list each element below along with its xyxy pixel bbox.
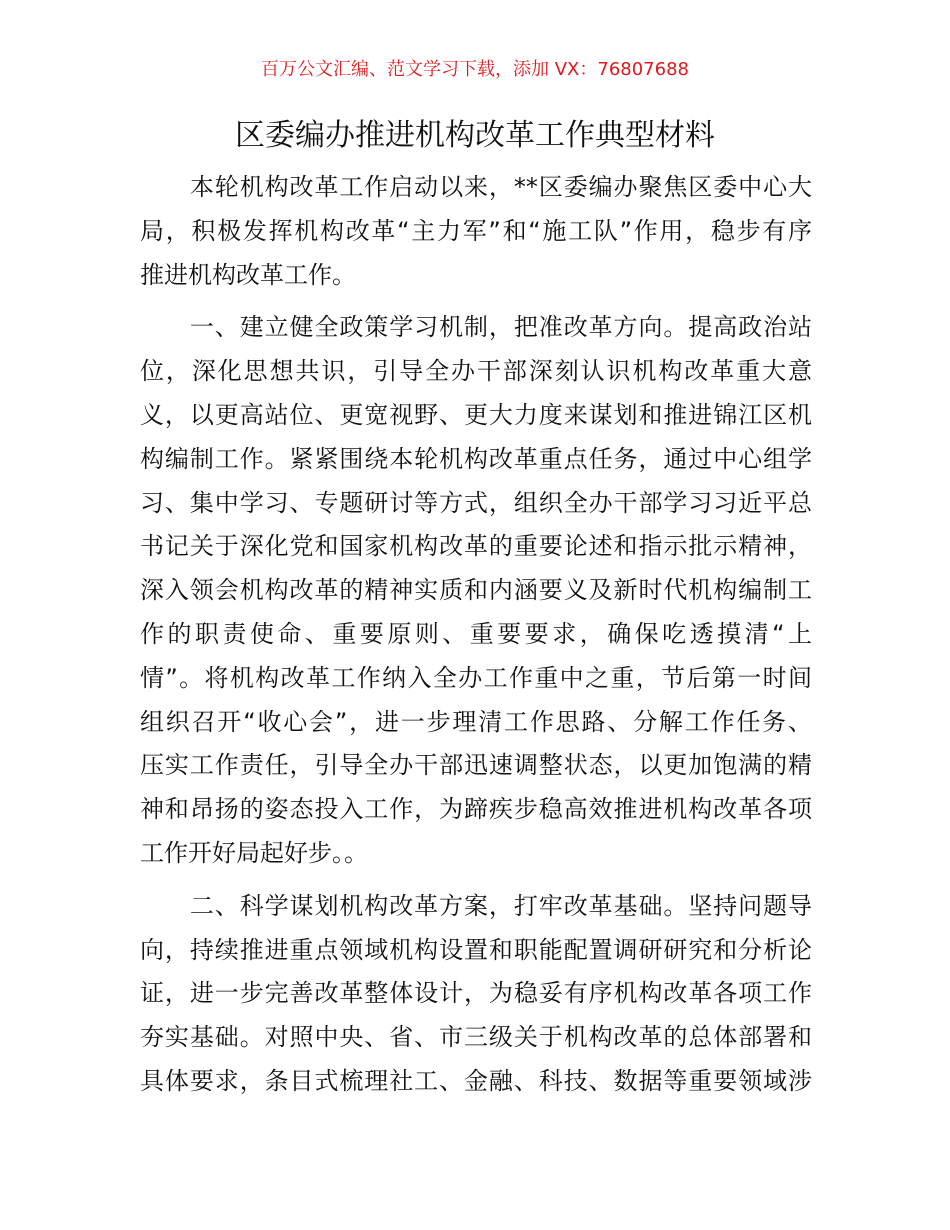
text-line: 局，积极发挥机构改革“主力军”和“施工队”作用，稳步有序 bbox=[140, 216, 812, 245]
text-line: 书记关于深化党和国家机构改革的重要论述和指示批示精神， bbox=[140, 532, 812, 561]
text-line: 具体要求，条目式梳理社工、金融、科技、数据等重要领域涉 bbox=[140, 1066, 812, 1095]
text-line: 一、建立健全政策学习机制，把准改革方向。提高政治站 bbox=[140, 313, 812, 342]
document-title: 区委编办推进机构改革工作典型材料 bbox=[235, 118, 715, 153]
text-line: 构编制工作。紧紧围绕本轮机构改革重点任务，通过中心组学 bbox=[140, 444, 812, 473]
text-line: 夯实基础。对照中央、省、市三级关于机构改革的总体部署和 bbox=[140, 1023, 812, 1052]
text-line: 习、集中学习、专题研讨等方式，组织全办干部学习习近平总 bbox=[140, 488, 812, 517]
paragraph bbox=[140, 166, 812, 297]
text-line: 向，持续推进重点领域机构设置和职能配置调研研究和分析论 bbox=[140, 935, 812, 964]
document-body bbox=[140, 166, 812, 1113]
text-line: 推进机构改革工作。 bbox=[140, 260, 356, 289]
text-line: 压实工作责任，引导全办干部迅速调整状态，以更加饱满的精 bbox=[140, 751, 812, 780]
text-line: 深入领会机构改革的精神实质和内涵要义及新时代机构编制工 bbox=[140, 576, 812, 605]
text-line: 组织召开“收心会”，进一步理清工作思路、分解工作任务、 bbox=[140, 707, 812, 736]
text-line: 义，以更高站位、更宽视野、更大力度来谋划和推进锦江区机 bbox=[140, 400, 812, 429]
text-line: 情”。将机构改革工作纳入全办工作重中之重，节后第一时间 bbox=[140, 663, 812, 692]
text-line: 工作开好局起好步。。 bbox=[140, 838, 368, 867]
text-line: 神和昂扬的姿态投入工作，为蹄疾步稳高效推进机构改革各项 bbox=[140, 795, 812, 824]
text-line: 证，进一步完善改革整体设计，为稳妥有序机构改革各项工作 bbox=[140, 979, 812, 1008]
text-line: 位，深化思想共识，引导全办干部深刻认识机构改革重大意 bbox=[140, 357, 812, 386]
text-line: 作的职责使命、重要原则、重要要求，确保吃透摸清“上 bbox=[140, 619, 812, 648]
text-line: 本轮机构改革工作启动以来，**区委编办聚焦区委中心大 bbox=[140, 173, 812, 201]
paragraph bbox=[140, 306, 812, 875]
watermark-banner: 百万公文汇编、范文学习下载，添加 VX：76807688 bbox=[261, 59, 689, 80]
text-line: 二、科学谋划机构改革方案，打牢改革基础。坚持问题导 bbox=[140, 891, 812, 920]
paragraph bbox=[140, 885, 812, 1104]
